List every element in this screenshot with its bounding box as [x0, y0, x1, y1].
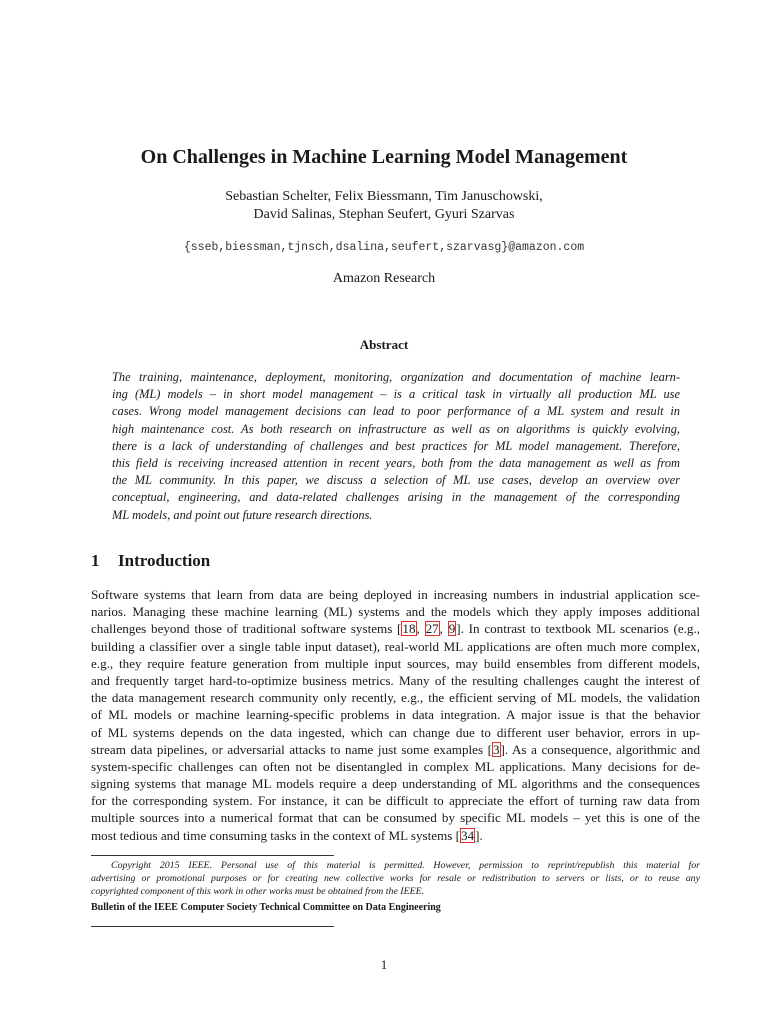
author-line: David Salinas, Stephan Seufert, Gyuri Szarvas [253, 207, 515, 222]
body-line: multiple sources into a numerical format that can be consumed by specific ML models – yet this is one of the [91, 810, 700, 826]
bulletin-divider [91, 926, 334, 927]
author-list [0, 188, 768, 224]
citation-link[interactable]: 9 [448, 621, 456, 637]
abstract-line: this field is receiving increased attention in recent years, both from the data management as well as from [112, 455, 680, 470]
section-heading [91, 549, 210, 573]
author-line: Sebastian Schelter, Felix Biessmann, Tim Januschowski, [225, 189, 543, 204]
author-emails: {sseb,biessman,tjnsch,dsalina,seufert,szarvasg}@amazon.com [183, 241, 585, 254]
abstract-line: high maintenance cost. As both research on infrastructure as well as on algorithms is quickly evolving, [112, 421, 680, 436]
body-line [91, 827, 700, 844]
line-text: challenges beyond those of traditional software systems [ [91, 621, 402, 637]
line-text: most tedious and time consuming tasks in the context of ML systems [ [91, 827, 461, 843]
footnote-line: Copyright 2015 IEEE. Personal use of this material is permitted. However, permission to reprint/republish this material for [111, 860, 700, 871]
citation-separator: , [416, 621, 425, 637]
line-text: stream data pipelines, or adversarial attacks to name just some examples [ [91, 741, 492, 757]
abstract-line: ing (ML) models – in short model management – is a critical task in virtually all production ML use [112, 387, 680, 402]
body-line: for the corresponding system. For instance, it can be difficult to appreciate the effort of turning raw data from [91, 793, 700, 809]
paper-title: On Challenges in Machine Learning Model Management [140, 146, 628, 168]
body-line: e.g., they require feature generation from multiple input sources, may build ensembles from different models, [91, 655, 700, 671]
abstract-line: The training, maintenance, deployment, monitoring, organization and documentation of machine learn- [112, 370, 680, 384]
body-line: and frequently target hard-to-optimize business metrics. Many of the resulting challenges caught the interest of [91, 672, 700, 688]
body-line: Software systems that learn from data are being deployed in increasing numbers in industrial application sce- [91, 587, 700, 602]
body-line [91, 741, 700, 758]
abstract-line: there is a lack of understanding of challenges and best practices for ML model management. Therefore, [112, 438, 680, 453]
copyright-footnote [91, 859, 700, 898]
body-line: signing systems that manage ML models require a deep understanding of ML algorithms and the consequences [91, 776, 700, 792]
abstract-heading: Abstract [359, 337, 409, 352]
footnote-divider [91, 855, 334, 856]
citation-link[interactable]: 27 [425, 621, 439, 637]
line-text: ]. [475, 827, 483, 843]
bulletin-name: Bulletin of the IEEE Computer Society Technical Committee on Data Engineering [91, 902, 441, 913]
body-line: of ML models or machine learning-specific problems in data integration. A major issue is that the behavior [91, 707, 700, 723]
line-text: ]. As a consequence, algorithmic and [500, 741, 700, 757]
abstract-body [112, 369, 680, 524]
abstract-line: conceptual, engineering, and data-related challenges arising in the management of the corresponding [112, 490, 680, 505]
citation-link[interactable]: 3 [492, 741, 500, 757]
footnote-line: advertising or promotional purposes or for creating new collective works for resale or redistribution to servers or lists, or to reuse any [91, 873, 700, 884]
abstract-line: ML models, and point out future research directions. [112, 507, 373, 522]
body-line [91, 620, 700, 637]
intro-paragraph [91, 586, 700, 844]
abstract-line: the ML community. In this paper, we discuss a selection of ML use cases, develop an overview over [112, 473, 680, 488]
abstract-line: cases. Wrong model management decisions can lead to poor performance of a ML system and result in [112, 404, 680, 419]
affiliation: Amazon Research [332, 271, 436, 286]
body-line: the data management research community only recently, e.g., the efficient serving of ML models, the validation [91, 690, 700, 706]
citation-separator: , [439, 621, 448, 637]
citation-link[interactable]: 34 [461, 827, 475, 843]
citation-link[interactable]: 18 [402, 621, 416, 637]
section-number: 1 [91, 551, 100, 570]
body-line: of ML systems depends on the data ingested, which can change due to different user behavior, errors in up- [91, 724, 700, 740]
section-title: Introduction [118, 551, 211, 570]
body-line: narios. Managing these machine learning (ML) systems and the models which they apply imposes additional [91, 604, 700, 620]
page-number: 1 [380, 957, 388, 972]
body-line: system-specific challenges can often not be disentangled in complex ML applications. Many decisions for de- [91, 758, 700, 774]
body-line: building a classifier over a single table input dataset), real-world ML applications are often much more complex, [91, 638, 700, 654]
footnote-line: copyrighted component of this work in other works must be obtained from the IEEE. [91, 886, 425, 897]
line-text: ]. In contrast to textbook ML scenarios (e.g., [456, 621, 700, 637]
